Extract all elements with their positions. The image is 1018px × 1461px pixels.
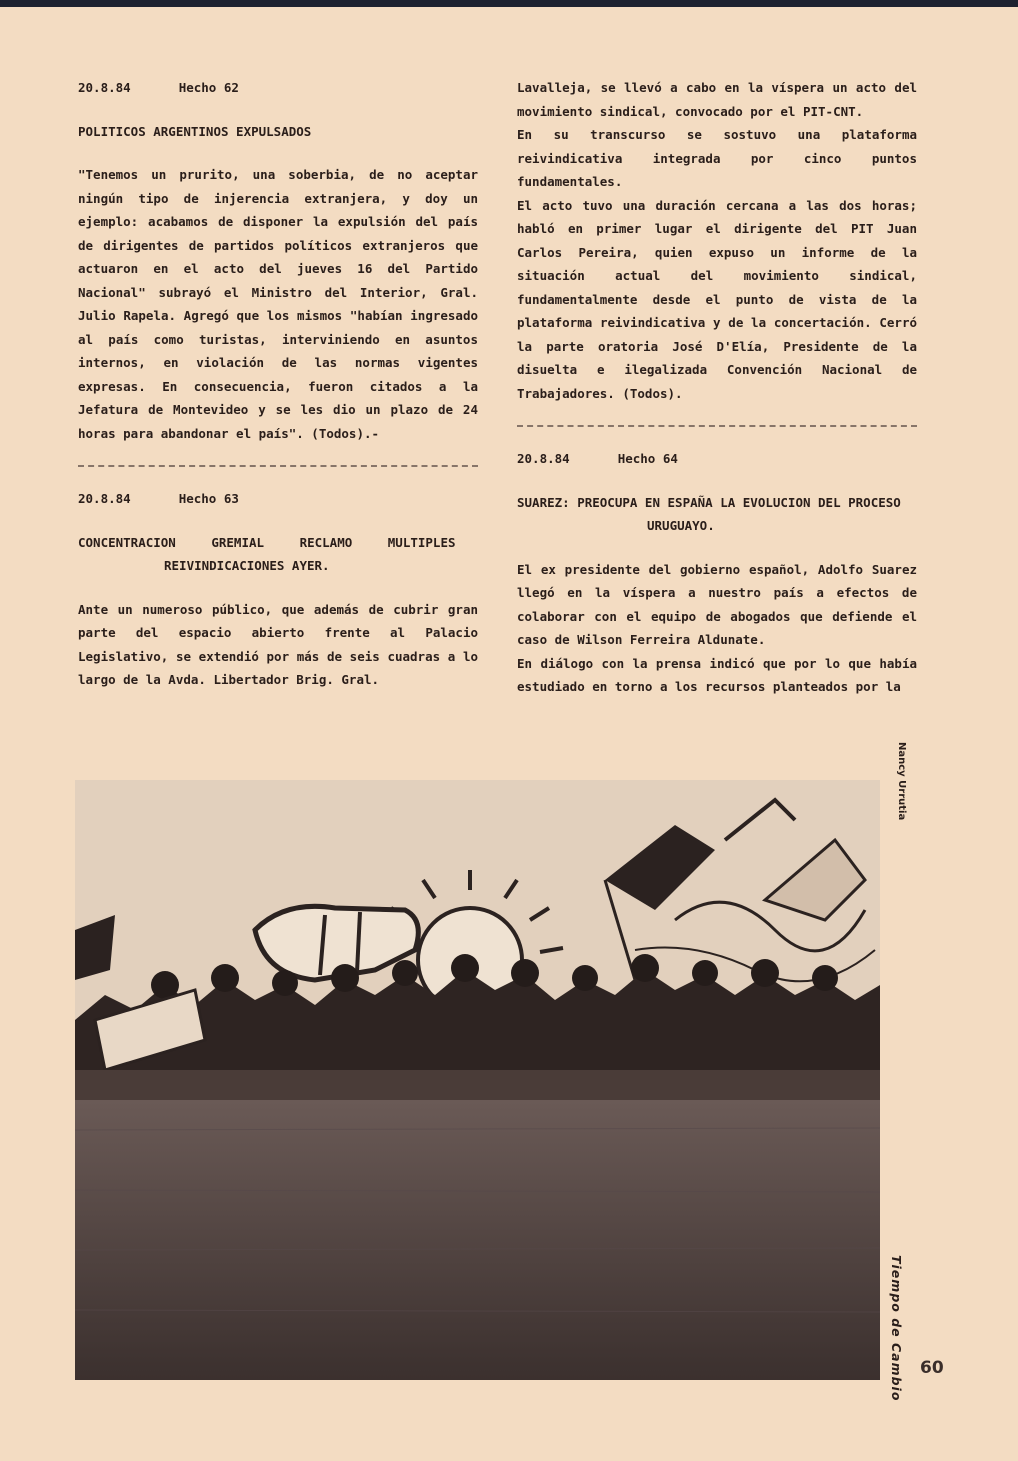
demonstration-photo [75, 780, 880, 1380]
entry-header-62 [78, 76, 478, 100]
entry-header-63 [78, 487, 478, 511]
article-body-62 [78, 163, 478, 445]
entry-date: 20.8.84 [517, 451, 570, 466]
headline-64 [517, 491, 917, 538]
paragraph: El acto tuvo una duración cercana a las dos horas; habló en primer lugar el dirigente del PIT Juan Carlos Pereira, quien expuso un informe de la situación actual del movimiento sindical, fundamentalmente desde el punto de vista de la plataforma reivindicativa y de la concertación. Cerró la parte oratoria José D'Elía, Presidente de la disuelta e ilegalizada Convención Nacional de Trabajadores. (Todos). [517, 197, 917, 401]
headline-line-1: CONCENTRACION GREMIAL RECLAMO MULTIPLES [78, 534, 456, 550]
entry-number: Hecho 62 [178, 80, 239, 95]
page-number: 60 [920, 1358, 944, 1378]
headline-62: POLITICOS ARGENTINOS EXPULSADOS [78, 123, 312, 139]
crowd-with-banners-image [75, 780, 880, 1380]
dashed-separator [78, 465, 478, 467]
paragraph: "Tenemos un prurito, una soberbia, de no aceptar ningún tipo de injerencia extranjera, y doy un ejemplo: acabamos de disponer la expulsión del país de dirigentes de partidos políticos extranjeros que actuaron en el acto del jueves 16 del Partido Nacional" subrayó el Ministro del Interior, Gral. Julio Rapela. Agregó que los mismos "habían ingresado al país como turistas, interviniendo en asuntos internos, en violación de las normas vigentes expresas. En consecuencia, fueron citados a la Jefatura de Montevideo y se les dio un plazo de 24 horas para abandonar el país". (Todos).- [78, 167, 478, 441]
article-body-63 [78, 598, 478, 692]
article-body-63-continued [517, 76, 917, 405]
paragraph: Lavalleja, se llevó a cabo en la víspera un acto del movimiento sindical, convocado por el PIT-CNT. [517, 80, 917, 119]
paragraph: Ante un numeroso público, que además de cubrir gran parte del espacio abierto frente al Palacio Legislativo, se extendió por más de seis cuadras a lo largo de la Avda. Libertador Brig. Gral. [78, 601, 478, 687]
entry-number: Hecho 64 [617, 451, 678, 466]
entry-header-64 [517, 447, 917, 471]
paragraph: En diálogo con la prensa indicó que por lo que había estudiado en torno a los recursos planteados por la [517, 655, 917, 694]
entry-date: 20.8.84 [78, 491, 131, 506]
photo-credit: Nancy Urrutia [896, 742, 907, 821]
article-body-64 [517, 558, 917, 699]
dashed-separator [517, 425, 917, 427]
headline-line-1: SUAREZ: PREOCUPA EN ESPAÑA LA EVOLUCION DEL PROCESO [517, 494, 901, 510]
top-edge-bar [0, 0, 1018, 7]
entry-date: 20.8.84 [78, 80, 131, 95]
headline-line-2: URUGUAYO. [647, 518, 715, 533]
headline-line-2: REIVINDICACIONES AYER. [164, 558, 330, 573]
source-label: Tiempo de Cambio [889, 1255, 904, 1402]
paragraph: En su transcurso se sostuvo una plataforma reivindicativa integrada por cinco puntos fundamentales. [517, 127, 917, 189]
left-column [78, 76, 478, 692]
headline-63 [78, 531, 478, 578]
entry-number: Hecho 63 [178, 491, 239, 506]
right-column [517, 76, 917, 699]
paragraph: El ex presidente del gobierno español, Adolfo Suarez llegó en la víspera a nuestro país a efectos de colaborar con el equipo de abogados que defiende el caso de Wilson Ferreira Aldunate. [517, 561, 917, 647]
